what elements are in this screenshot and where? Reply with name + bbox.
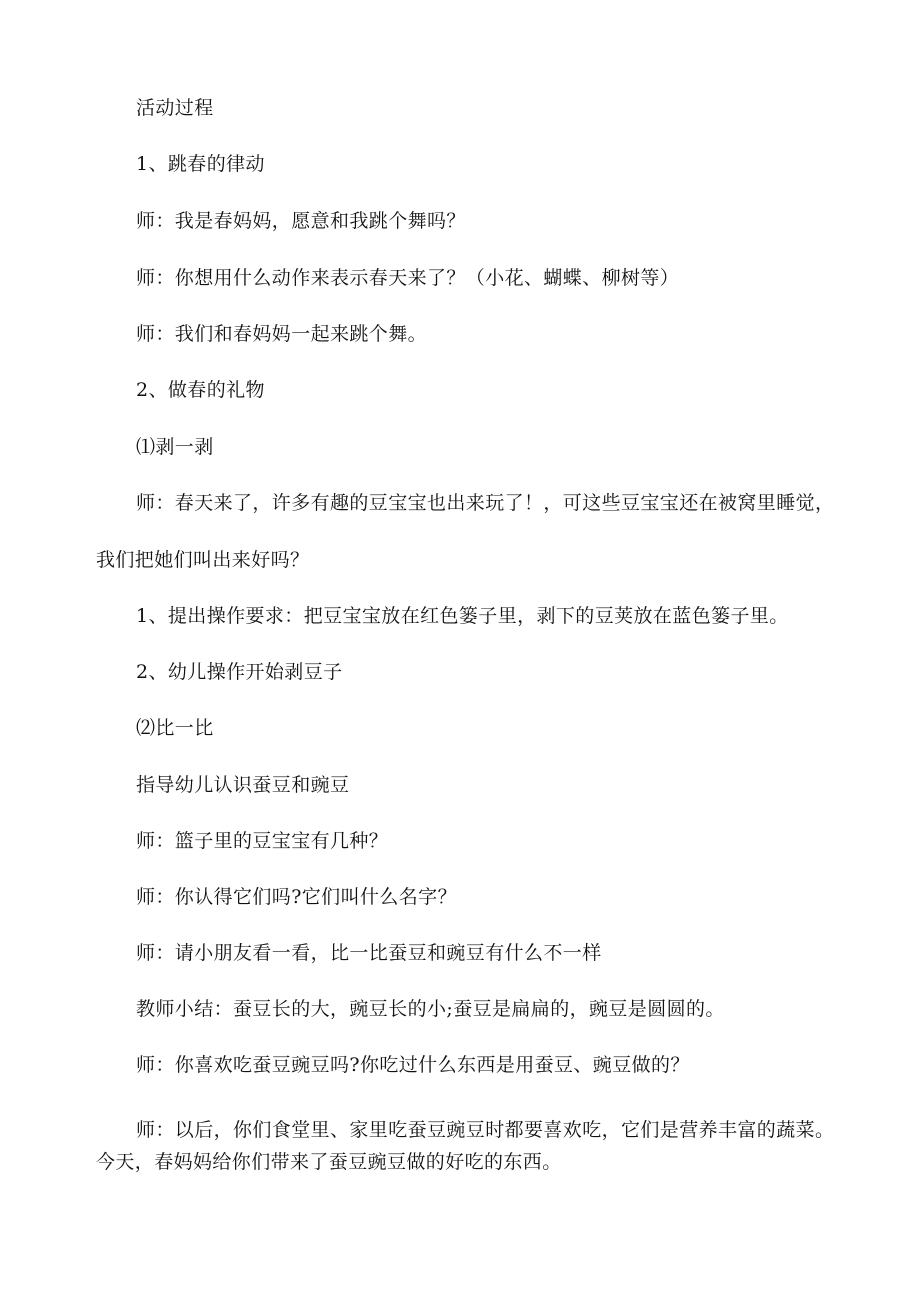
section-heading: 活动过程 xyxy=(136,97,214,119)
subsection-title: ⑴剥一剥 xyxy=(136,436,214,458)
section-title-1: 1、跳春的律动 xyxy=(136,153,265,175)
section-title-2: 2、做春的礼物 xyxy=(136,379,265,401)
dialogue-line: 师：你认得它们吗?它们叫什么名字？ xyxy=(136,886,457,908)
dialogue-line: 师：我们和春妈妈一起来跳个舞。 xyxy=(136,323,428,345)
step-line: 2、幼儿操作开始剥豆子 xyxy=(136,661,343,683)
summary-line: 教师小结：蚕豆长的大，豌豆长的小;蚕豆是扁扁的，豌豆是圆圆的。 xyxy=(136,998,725,1020)
dialogue-line: 师：你喜欢吃蚕豆豌豆吗?你吃过什么东西是用蚕豆、豌豆做的？ xyxy=(136,1054,690,1076)
step-line: 1、提出操作要求：把豆宝宝放在红色篓子里，剥下的豆荚放在蓝色篓子里。 xyxy=(136,605,789,627)
dialogue-line: 师：你想用什么动作来表示春天来了？（小花、蝴蝶、柳树等） xyxy=(136,267,680,289)
subsection-title: ⑵比一比 xyxy=(136,717,214,739)
dialogue-line: 师：春天来了，许多有趣的豆宝宝也出来玩了！，可这些豆宝宝还在被窝里睡觉， xyxy=(136,492,835,514)
dialogue-line: 师：篮子里的豆宝宝有几种？ xyxy=(136,830,389,852)
instruction-line: 指导幼儿认识蚕豆和豌豆 xyxy=(136,774,350,796)
dialogue-line: 师：请小朋友看一看，比一比蚕豆和豌豆有什么不一样 xyxy=(136,942,602,964)
dialogue-line-continued: 我们把她们叫出来好吗？ xyxy=(96,549,310,571)
closing-paragraph: 师：以后，你们食堂里、家里吃蚕豆豌豆时都要喜欢吃，它们是营养丰富的蔬菜。今天，春妈妈给你们带来了蚕豆豌豆做的好吃的东西。 xyxy=(96,1119,835,1173)
dialogue-line: 师：我是春妈妈，愿意和我跳个舞吗？ xyxy=(136,210,466,232)
